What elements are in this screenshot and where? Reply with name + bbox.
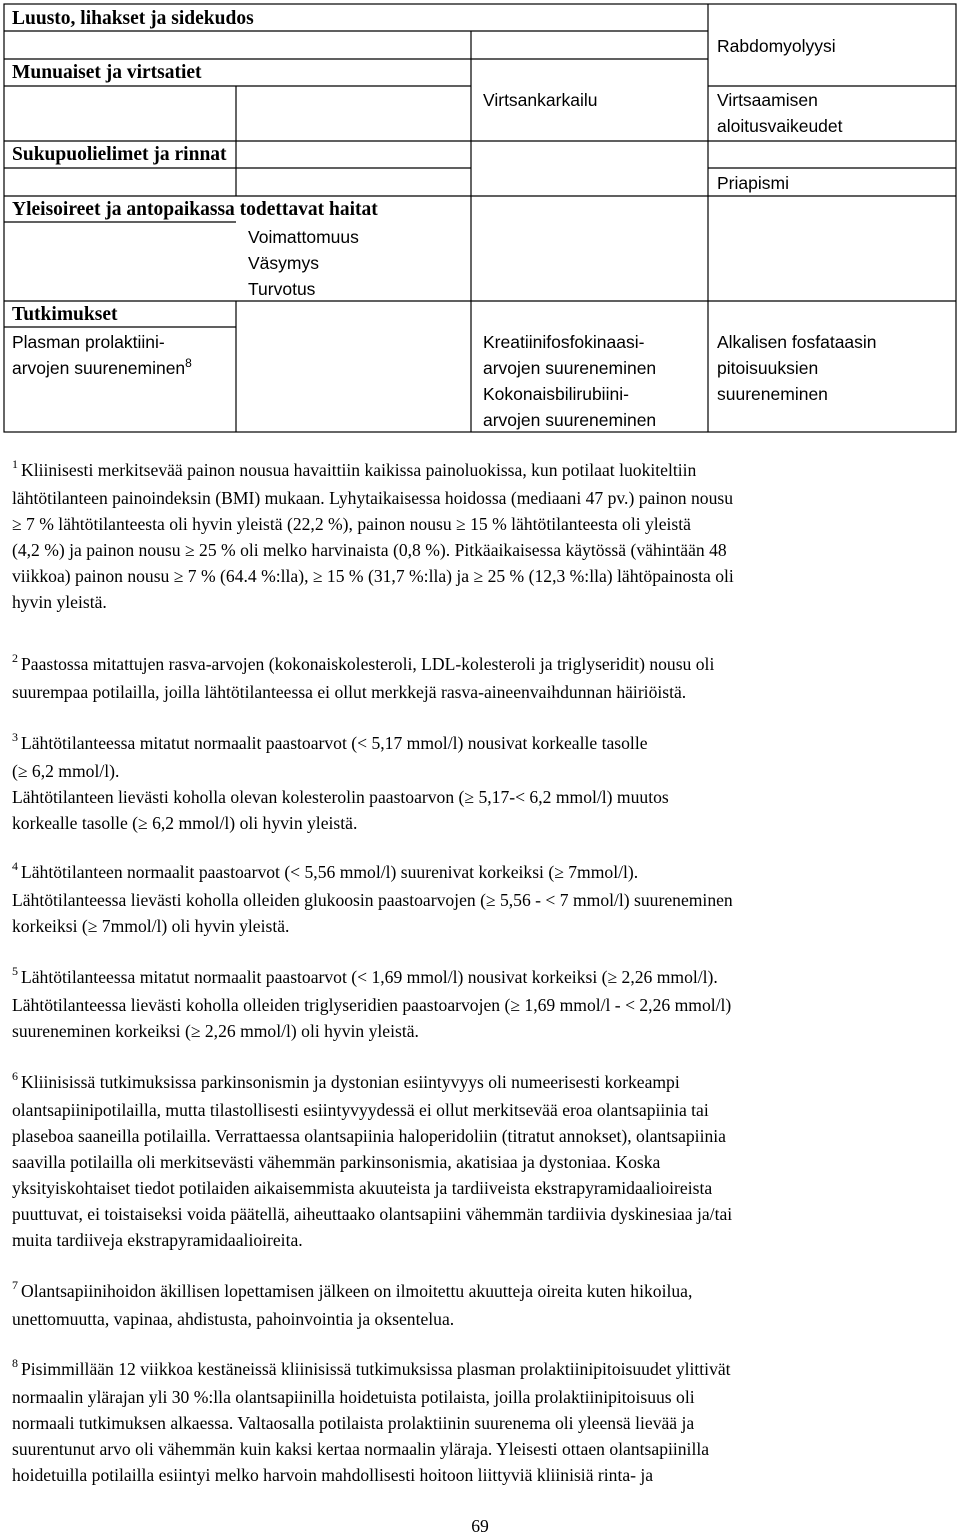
footnote-4	[12, 859, 948, 939]
cell-urinary-hesitation: Virtsaamisen aloitusvaikeudet	[717, 90, 843, 136]
footnote-text: Lähtötilanteessa mitatut normaalit paastoarvot (< 5,17 mmol/l) nousivat korkealle tasolle (≥ 6,2 mmol/l). Lähtötilanteen lievästi koholla olevan kolesterolin paastoarvon (≥ 5,17-< 6,2 mmol/l) muutos korkealle tasolle (≥ 6,2 mmol/l) oli hyvin yleistä.	[12, 733, 669, 833]
cell-alkaline-phosphatase: Alkalisen fosfataasin pitoisuuksien suureneminen	[717, 332, 877, 404]
footnote-ref: 8	[185, 356, 192, 371]
footnote-number: 1	[12, 457, 18, 471]
footnote-1	[12, 457, 948, 615]
footnote-5	[12, 964, 948, 1044]
cell-urinary-incontinence: Virtsankarkailu	[483, 90, 598, 110]
adverse-effects-table	[4, 4, 956, 432]
footnote-number: 6	[12, 1069, 18, 1083]
footnote-number: 4	[12, 859, 18, 873]
footnote-text: Kliinisesti merkitsevää painon nousua havaittiin kaikissa painoluokissa, kun potilaat luokiteltiin lähtötilanteen painoindeksin (BMI) mukaan. Lyhytaikaisessa hoidossa (mediaani 47 pv.) painon nousu ≥ 7 % lähtötilanteesta oli hyvin yleistä (22,2 %), painon nousu ≥ 15 % lähtötilanteesta oli yleistä (4,2 %) ja painon nousu ≥ 25 % oli melko harvinaista (0,8 %). Pitkäaikaisessa käytössä (vähintään 48 viikkoa) painon nousu ≥ 7 % (64.4 %:lla), ≥ 15 % (31,7 %:lla) ja ≥ 25 % (12,3 %:lla) lähtöpainosta oli hyvin yleistä.	[12, 460, 734, 612]
cell-prolactin-increase: Plasman prolaktiini- arvojen suureneminen$^8$	[12, 332, 192, 378]
footnote-number: 8	[12, 1356, 18, 1370]
category-general: Yleisoireet ja antopaikassa todettavat haitat	[12, 199, 378, 220]
footnote-7	[12, 1278, 948, 1332]
footnote-2	[12, 651, 948, 705]
footnote-number: 3	[12, 730, 18, 744]
cell-rhabdomyolysis: Rabdomyolyysi	[717, 36, 836, 56]
footnote-text: Kliinisissä tutkimuksissa parkinsonismin ja dystonian esiintyvyys oli numeerisesti korkeampi olantsapiinipotilailla, mutta tilastollisesti esiintyvyydessä ei ollut merkitsevää eroa olantsapiinia tai plaseboa saaneilla potilailla. Verrattaessa olantsapiinia haloperidoliin (titratut annokset), olantsapiinia saavilla potilailla oli merkitsevästi vähemmän parkinsonismia, akatisiaa ja dystoniaa. Koska yksityiskohtaiset tiedot potilaiden aikaisemmista akuuteista ja tardiiveista ekstrapyramidaalioireista puuttuvat, ei toistaiseksi voida päätellä, aiheuttaako olantsapiini vähemmän tardiivia dyskinesiaa ja/tai muita tardiiveja ekstrapyramidaalioireita.	[12, 1072, 733, 1250]
footnote-3	[12, 730, 948, 836]
footnote-number: 7	[12, 1278, 18, 1292]
cell-priapism: Priapismi	[717, 173, 789, 193]
cell-lab-increases: Kreatiinifosfokinaasi- arvojen suureneminen Kokonaisbilirubiini- arvojen suureneminen	[483, 332, 657, 430]
footnote-text: Paastossa mitattujen rasva-arvojen (kokonaiskolesteroli, LDL-kolesteroli ja triglyseridit) nousu oli suurempaa potilailla, joilla lähtötilanteessa ei ollut merkkejä rasva-aineenvaihdunnan häiriöistä.	[12, 654, 715, 702]
footnote-text: Olantsapiinihoidon äkillisen lopettamisen jälkeen on ilmoitettu akuutteja oireita kuten hikoilua, unettomuutta, vapinaa, ahdistusta, pahoinvointia ja oksentelua.	[12, 1281, 693, 1329]
footnote-text: Lähtötilanteen normaalit paastoarvot (< 5,56 mmol/l) suurenivat korkeiksi (≥ 7mmol/l). Lähtötilanteessa lievästi koholla olleiden glukoosin paastoarvojen (≥ 5,56 - < 7 mmol/l) suureneminen korkeiksi (≥ 7mmol/l) oli hyvin yleistä.	[12, 862, 733, 936]
page-number: 69	[471, 1516, 489, 1536]
footnote-number: 5	[12, 964, 18, 978]
category-renal: Munuaiset ja virtsatiet	[12, 62, 202, 83]
cell-general-effects: Voimattomuus Väsymys Turvotus	[248, 227, 359, 299]
footnote-text: Pisimmillään 12 viikkoa kestäneissä kliinisissä tutkimuksissa plasman prolaktiinipitoisuudet ylittivät normaalin ylärajan yli 30 %:lla olantsapiinilla hoidetuista potilaista, joilla prolaktiinipitoisuus oli normaali tutkimuksen alkaessa. Valtaosalla potilaista prolaktiinin suurenema oli yleensä lievää ja suurentunut arvo oli vähemmän kuin kaksi kertaa normaalin yläraja. Yleisesti ottaen olantsapiinilla hoidetuilla potilailla esiintyi melko harvoin mahdollisesti hoitoon liittyviä kliinisiä rinta- ja	[12, 1359, 731, 1485]
footnote-number: 2	[12, 651, 18, 665]
category-musculoskeletal: Luusto, lihakset ja sidekudos	[12, 8, 254, 29]
category-investigations: Tutkimukset	[12, 304, 118, 325]
footnote-6	[12, 1069, 948, 1253]
footnote-8	[12, 1356, 948, 1488]
category-reproductive: Sukupuolielimet ja rinnat	[12, 144, 227, 165]
footnote-text: Lähtötilanteessa mitatut normaalit paastoarvot (< 1,69 mmol/l) nousivat korkeiksi (≥ 2,26 mmol/l). Lähtötilanteessa lievästi koholla olleiden triglyseridien paastoarvojen (≥ 1,69 mmol/l - < 2,26 mmol/l) suureneminen korkeiksi (≥ 2,26 mmol/l) oli hyvin yleistä.	[12, 967, 732, 1041]
